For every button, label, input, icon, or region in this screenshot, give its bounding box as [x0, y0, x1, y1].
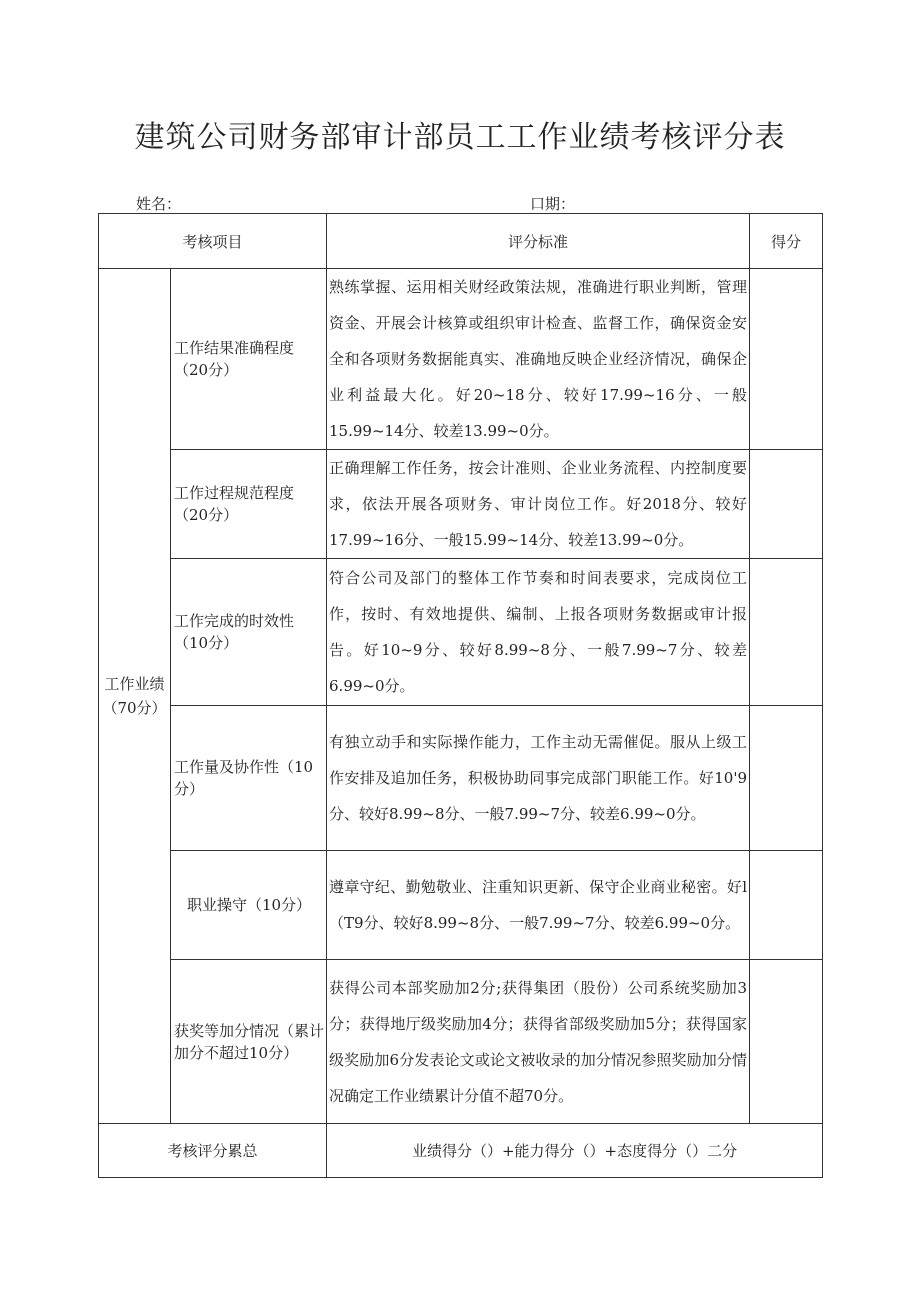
- standard-cell: 熟练掌握、运用相关财经政策法规，准确进行职业判断，管理资金、开展会计核算或组织审计检查、监督工作，确保资金安全和各项财务数据能真实、准确地反映企业经济情况，确保企业利益最大化。好20~18分、较好17.99~16分、一般15.99~14分、较差13.99~0分。: [327, 269, 750, 450]
- item-cell: 工作过程规范程度（20分）: [171, 450, 327, 559]
- header-score: 得分: [750, 214, 823, 269]
- score-cell[interactable]: [750, 706, 823, 851]
- standard-cell: 遵章守纪、勤勉敬业、注重知识更新、保守企业商业秘密。好l（T9分、较好8.99~8分、一般7.99~7分、较差6.99~0分。: [327, 851, 750, 960]
- summary-row: [99, 1124, 823, 1178]
- header-standard: 评分标准: [327, 214, 750, 269]
- score-table: [98, 213, 823, 1178]
- date-label: 口期：: [530, 195, 576, 213]
- page-title: 建筑公司财务部审计部员工工作业绩考核评分表: [134, 120, 786, 155]
- score-cell[interactable]: [750, 851, 823, 960]
- standard-cell: 正确理解工作任务，按会计准则、企业业务流程、内控制度要求，依法开展各项财务、审计岗位工作。好2018分、较好17.99~16分、一般15.99~14分、较差13.99~0分。: [327, 450, 750, 559]
- table-row: [99, 559, 823, 706]
- standard-cell: 有独立动手和实际操作能力，工作主动无需催促。服从上级工作安排及追加任务，积极协助同事完成部门职能工作。好10'9分、较好8.99~8分、一般7.99~7分、较差6.99~0分。: [327, 706, 750, 851]
- header-item: 考核项目: [99, 214, 327, 269]
- item-cell: 工作完成的时效性（10分）: [171, 559, 327, 706]
- summary-label: 考核评分累总: [99, 1124, 327, 1178]
- category-cell: [99, 269, 171, 1124]
- item-cell: 职业操守（10分）: [171, 851, 327, 960]
- item-cell: 工作量及协作性（10分）: [171, 706, 327, 851]
- table-row: [99, 706, 823, 851]
- summary-formula: 业绩得分（）+能力得分（）+态度得分（）二分: [327, 1124, 823, 1178]
- standard-cell: 获得公司本部奖励加2分;获得集团（股份）公司系统奖励加3分；获得地厅级奖励加4分；获得省部级奖励加5分；获得国家级奖励加6分发表论文或论文被收录的加分情况参照奖励加分情况确定工作业绩累计分值不超70分。: [327, 960, 750, 1124]
- table-row: [99, 450, 823, 559]
- item-cell: 获奖等加分情况（累计加分不超过10分）: [171, 960, 327, 1124]
- standard-cell: 符合公司及部门的整体工作节奏和时间表要求，完成岗位工作，按时、有效地提供、编制、上报各项财务数据或审计报告。好10~9分、较好8.99~8分、一般7.99~7分、较差6.99~0分。: [327, 559, 750, 706]
- score-cell[interactable]: [750, 450, 823, 559]
- score-cell[interactable]: [750, 559, 823, 706]
- category-points: （70分）: [102, 699, 167, 717]
- category-name: 工作业绩: [104, 675, 165, 693]
- table-row: [99, 960, 823, 1124]
- item-cell: 工作结果准确程度（20分）: [171, 269, 327, 450]
- name-label: 姓名：: [136, 195, 182, 213]
- score-cell[interactable]: [750, 960, 823, 1124]
- table-row: [99, 851, 823, 960]
- table-row: [99, 269, 823, 450]
- score-cell[interactable]: [750, 269, 823, 450]
- header-row: [99, 214, 823, 269]
